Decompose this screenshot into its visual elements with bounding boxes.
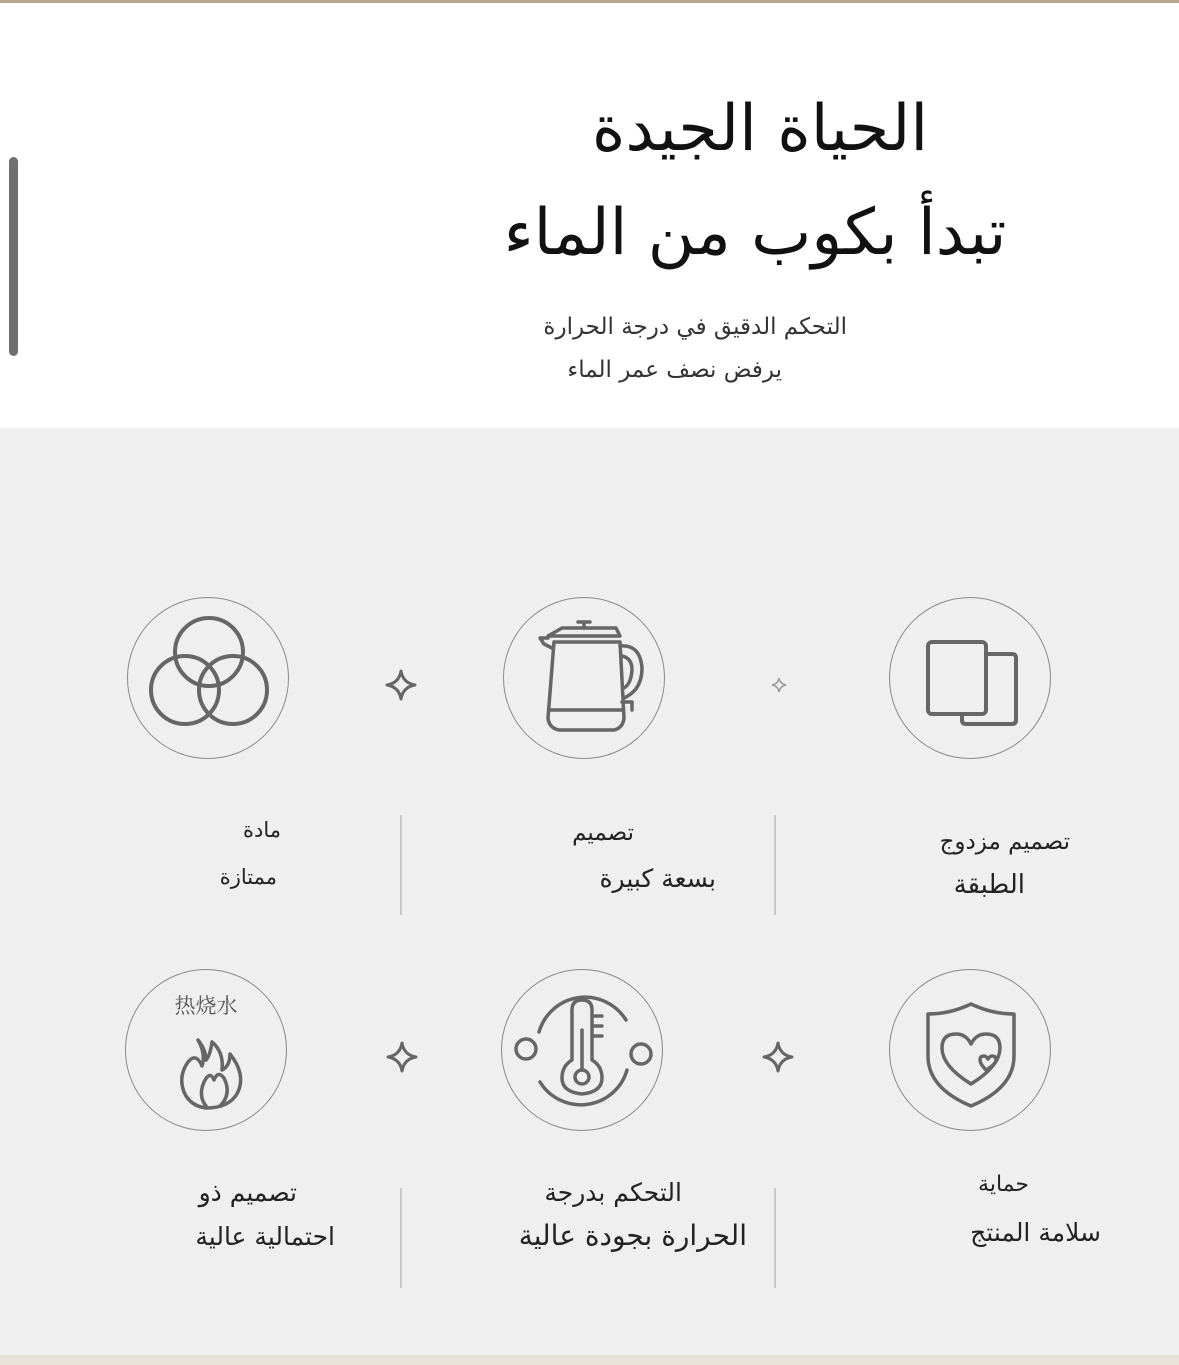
bottom-accent-rule	[0, 1355, 1179, 1365]
feature-label-double-line2: الطبقة	[953, 870, 1025, 900]
hero-subtitle-line2: يرفض نصف عمر الماء	[567, 357, 782, 383]
feature-label-temp-line2: الحرارة بجودة عالية	[518, 1219, 747, 1252]
hero-section	[0, 0, 1179, 428]
feature-label-probability-line1: تصميم ذو	[198, 1178, 297, 1207]
sparkle-icon	[761, 1040, 795, 1074]
feature-label-material-line2: ممتازة	[219, 865, 277, 889]
feature-label-material-line1: مادة	[242, 818, 281, 842]
sparkle-faint-icon	[762, 668, 796, 702]
shield-heart-icon	[889, 969, 1051, 1131]
feature-label-safety-line2: سلامة المنتج	[970, 1218, 1101, 1247]
feature-label-capacity-line2: بسعة كبيرة	[599, 864, 716, 893]
feature-label-safety-line1: حماية	[978, 1172, 1029, 1197]
three-circles-icon	[127, 597, 289, 759]
double-layer-icon	[889, 597, 1051, 759]
kettle-icon	[503, 597, 665, 759]
hero-title-line2: تبدأ بكوب من الماء	[503, 196, 1007, 270]
thermometer-icon	[501, 969, 663, 1131]
sparkle-icon	[385, 1040, 419, 1074]
hero-subtitle-line1: التحكم الدقيق في درجة الحرارة	[543, 314, 847, 340]
column-divider	[400, 1188, 402, 1288]
column-divider	[400, 815, 402, 915]
hero-title-line1: الحياة الجيدة	[591, 92, 929, 166]
vertical-scrollbar[interactable]	[9, 157, 18, 356]
column-divider	[774, 815, 776, 915]
feature-label-double-line1: تصميم مزدوج	[939, 829, 1070, 855]
column-divider	[774, 1188, 776, 1288]
flame-icon	[125, 969, 287, 1131]
feature-label-temp-line1: التحكم بدرجة	[544, 1178, 682, 1207]
top-accent-rule	[0, 0, 1179, 3]
feature-label-probability-line2: احتمالية عالية	[195, 1222, 335, 1251]
feature-label-capacity-line1: تصميم	[572, 820, 634, 846]
flame-icon-caption: 热烧水	[174, 994, 238, 1018]
sparkle-icon	[384, 668, 418, 702]
